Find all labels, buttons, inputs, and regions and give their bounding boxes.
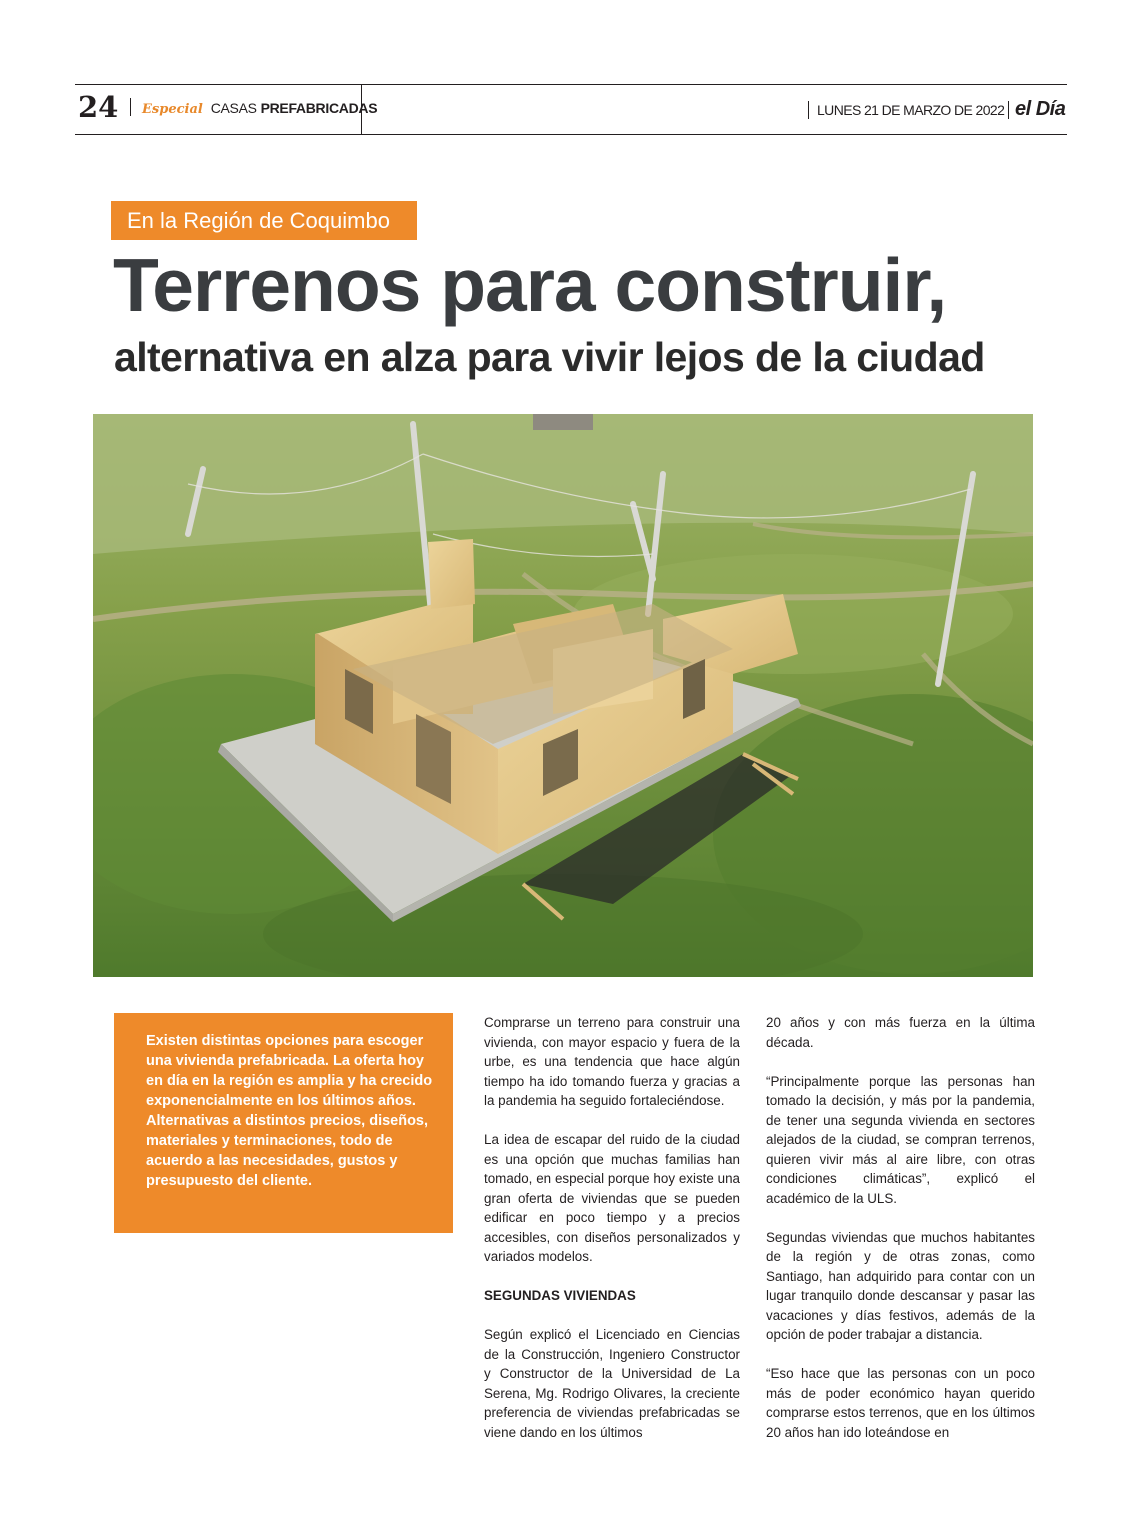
body-paragraph: La idea de escapar del ruido de la ciudad es una opción que muchas familias han tomado, en especial porque hoy existe una gran oferta de viviendas que se pueden edificar en poco tiempo y a precios accesibles, con diseños personalizados y variados modelos. [484,1132,740,1264]
prefab-house-illustration [93,414,1033,977]
article-subtitle: alternativa en alza para vivir lejos de la ciudad [114,334,985,380]
section-title-bold: PREFABRICADAS [260,100,378,116]
body-paragraph: Según explicó el Licenciado en Ciencias de la Construcción, Ingeniero Constructor y Constructor de la Universidad de La Serena, Mg. Rodrigo Olivares, la creciente preferencia de viviendas prefabricadas se viene dando en los últimos [484,1327,740,1440]
body-paragraph: 20 años y con más fuerza en la última década. [766,1015,1035,1050]
body-paragraph: “Eso hace que las personas con un poco más de poder económico hayan querido comprarse estos terrenos, que en los últimos 20 años han ido loteándose en [766,1366,1035,1440]
header-top-rule [75,84,1067,85]
header-bottom-rule [75,134,1067,135]
body-column-2 [766,1013,1035,1462]
body-paragraph: Comprarse un terreno para construir una vivienda, con mayor espacio y fuera de la urbe, es una tendencia que hace algún tiempo ha ido tomando fuerza y gracias a la pandemia ha seguido fortaleciéndose. [484,1015,740,1108]
section-title [142,99,377,119]
article-kicker: En la Región de Coquimbo [111,201,417,240]
lead-box [114,1013,453,1233]
logo-separator [1008,101,1009,119]
body-paragraph: Segundas viviendas que muchos habitantes de la región y de otras zonas, como Santiago, han adquirido para contar con un lugar tranquilo donde descansar y pasar las vacaciones y días festivos, además de la opción de poder trabajar a distancia. [766,1229,1035,1342]
page-number: 24 [78,90,119,124]
lead-text: Existen distintas opciones para escoger una vivienda prefabricada. La oferta hoy en día en la región es amplia y ha crecido exponencialmente en los últimos años. Alternativas a distintos precios, diseños, materiales y terminaciones, todo de acuerdo a las necesidades, gustos y presupuesto del cliente. [146,1033,433,1189]
body-column-1 [484,1013,740,1462]
article-photo [93,414,1033,977]
section-tag: Especial [142,102,203,117]
newspaper-logo: el Día [1015,98,1066,120]
body-paragraph: “Principalmente porque las personas han tomado la decisión, y más por la pandemia, de tener una segunda vivienda en sectores alejados de la ciudad, se compran terrenos, quieren vivir más al aire libre, con otras condiciones climáticas”, explicó el académico de la ULS. [766,1073,1035,1206]
date-separator [808,101,809,119]
section-title-light: CASAS [210,100,257,116]
section-heading: SEGUNDAS VIVIENDAS [484,1288,636,1303]
header-separator [130,98,131,116]
article-title: Terrenos para construir, [113,243,947,327]
issue-date: LUNES 21 DE MARZO DE 2022 [817,102,1005,118]
